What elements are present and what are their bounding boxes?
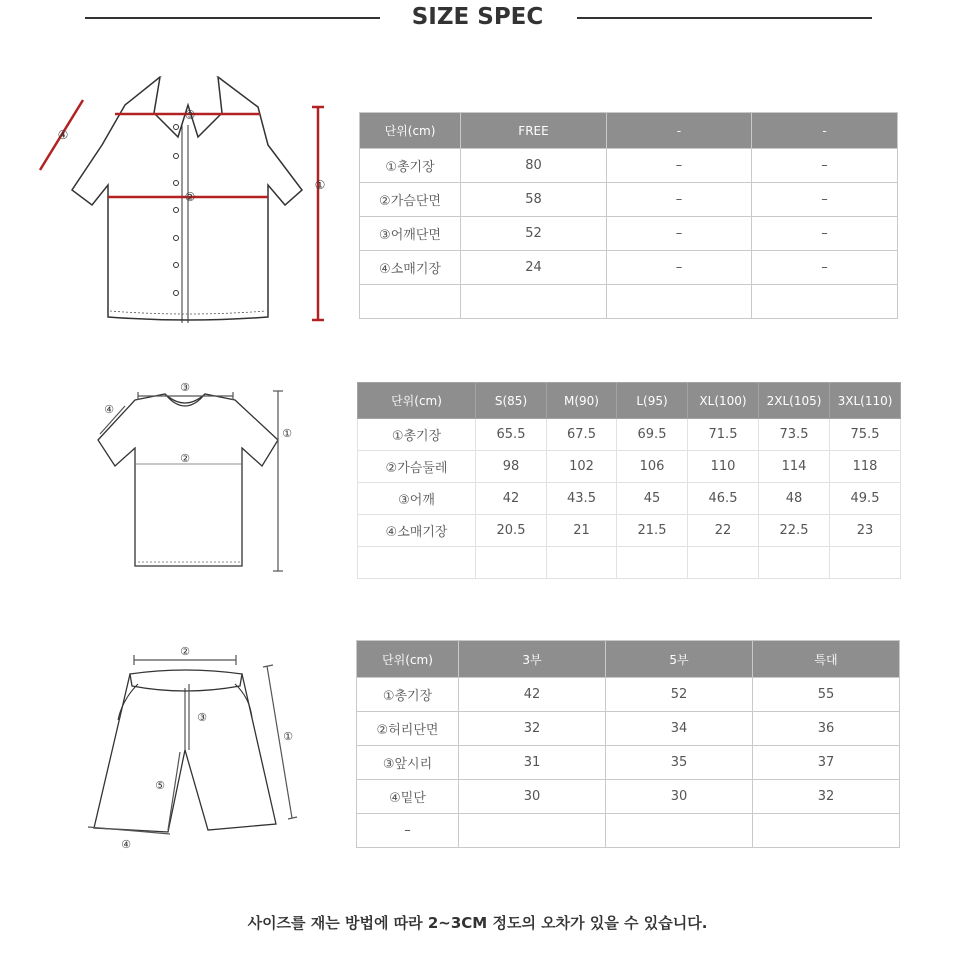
table-cell: 31 [459, 746, 606, 780]
table-row [360, 183, 898, 217]
table-cell: – [357, 814, 459, 848]
table-cell [617, 547, 688, 579]
table-cell: 69.5 [617, 419, 688, 451]
table-cell [607, 285, 752, 319]
tshirt-size-table [357, 382, 901, 579]
table-cell: 65.5 [476, 419, 547, 451]
table-cell [752, 285, 898, 319]
table-cell: 52 [606, 678, 753, 712]
shirt-label-2: ② [184, 190, 196, 204]
table-cell: – [752, 217, 898, 251]
table-row [357, 678, 900, 712]
table-row [360, 251, 898, 285]
table-row [360, 285, 898, 319]
table-cell: 110 [688, 451, 759, 483]
table-cell: ③앞시리 [357, 746, 459, 780]
table-cell: 114 [759, 451, 830, 483]
table1-header-col2: - [607, 113, 752, 149]
table-cell: 118 [830, 451, 901, 483]
table-cell: ③어깨 [358, 483, 476, 515]
table-row [358, 483, 901, 515]
table-cell: 20.5 [476, 515, 547, 547]
table-cell: 58 [461, 183, 607, 217]
shorts-label-5: ⑤ [155, 779, 165, 792]
table-row [357, 814, 900, 848]
table-cell: – [752, 149, 898, 183]
table-cell: – [607, 251, 752, 285]
table-cell: 42 [476, 483, 547, 515]
table-cell: 49.5 [830, 483, 901, 515]
shorts-diagram [80, 640, 305, 855]
table-row [358, 451, 901, 483]
table-cell: 46.5 [688, 483, 759, 515]
table-cell [547, 547, 617, 579]
table-cell: 34 [606, 712, 753, 746]
tshirt-label-1: ① [282, 427, 292, 440]
table-cell: 21.5 [617, 515, 688, 547]
table-cell: 52 [461, 217, 607, 251]
table-cell: ③어깨단면 [360, 217, 461, 251]
table-cell: ②허리단면 [357, 712, 459, 746]
table-row [358, 547, 901, 579]
table-cell: 75.5 [830, 419, 901, 451]
table-row [360, 149, 898, 183]
table-row [358, 419, 901, 451]
table3-header-large: 특대 [753, 641, 900, 678]
table-cell [461, 285, 607, 319]
table-cell [606, 814, 753, 848]
table-cell: 42 [459, 678, 606, 712]
table-cell: 32 [753, 780, 900, 814]
table-cell: 22 [688, 515, 759, 547]
table-cell: ④소매기장 [358, 515, 476, 547]
measurement-notice: 사이즈를 재는 방법에 따라 2~3CM 정도의 오차가 있을 수 있습니다. [247, 914, 708, 932]
table-cell [459, 814, 606, 848]
table-cell: – [607, 149, 752, 183]
table-cell [753, 814, 900, 848]
table-cell: 45 [617, 483, 688, 515]
table-cell: 21 [547, 515, 617, 547]
table-cell: – [607, 183, 752, 217]
table-cell: 35 [606, 746, 753, 780]
table-cell: 102 [547, 451, 617, 483]
title-line-right [577, 17, 872, 19]
table3-header-5bu: 5부 [606, 641, 753, 678]
shirt-diagram [30, 65, 340, 330]
table-cell: ①총기장 [358, 419, 476, 451]
table-cell: 30 [459, 780, 606, 814]
table-cell: 30 [606, 780, 753, 814]
table3-header-3bu: 3부 [459, 641, 606, 678]
shirt-label-1: ① [314, 178, 326, 192]
table2-header-2xl: 2XL(105) [759, 383, 830, 419]
table-cell: 71.5 [688, 419, 759, 451]
table-cell: 80 [461, 149, 607, 183]
table-cell: 22.5 [759, 515, 830, 547]
table-cell [688, 547, 759, 579]
table-cell [360, 285, 461, 319]
table-cell: – [752, 183, 898, 217]
table-cell: ④밑단 [357, 780, 459, 814]
tshirt-label-4: ④ [104, 403, 114, 416]
table3-header-unit: 단위(cm) [357, 641, 459, 678]
table-cell: ②가슴단면 [360, 183, 461, 217]
table-cell [476, 547, 547, 579]
table-cell: ②가슴둘레 [358, 451, 476, 483]
shirt-label-3: ③ [184, 108, 196, 122]
shirt-label-4: ④ [57, 128, 69, 142]
table-cell: 73.5 [759, 419, 830, 451]
table-cell: 32 [459, 712, 606, 746]
table1-header-col3: - [752, 113, 898, 149]
table-cell [759, 547, 830, 579]
table-cell [830, 547, 901, 579]
table-cell: ①총기장 [357, 678, 459, 712]
table-cell: 37 [753, 746, 900, 780]
title-line-left [85, 17, 380, 19]
table2-header-unit: 단위(cm) [358, 383, 476, 419]
tshirt-diagram [90, 378, 300, 578]
shorts-label-3: ③ [197, 711, 207, 724]
table-cell: 23 [830, 515, 901, 547]
table-cell: – [607, 217, 752, 251]
table-row [357, 780, 900, 814]
table-row [357, 712, 900, 746]
tshirt-label-3: ③ [180, 381, 190, 394]
shorts-label-4: ④ [121, 838, 131, 851]
table2-header-xl: XL(100) [688, 383, 759, 419]
table-row [357, 746, 900, 780]
table-cell: – [752, 251, 898, 285]
shorts-size-table [356, 640, 900, 848]
table-cell: 67.5 [547, 419, 617, 451]
table1-header-col1: FREE [461, 113, 607, 149]
table-cell: 48 [759, 483, 830, 515]
table-cell: 43.5 [547, 483, 617, 515]
tshirt-label-2: ② [180, 452, 190, 465]
table-cell [358, 547, 476, 579]
table2-header-3xl: 3XL(110) [830, 383, 901, 419]
table-cell: ①총기장 [360, 149, 461, 183]
table-cell: 55 [753, 678, 900, 712]
shorts-label-1: ① [283, 730, 293, 743]
table2-header-l: L(95) [617, 383, 688, 419]
page-title: SIZE SPEC [411, 4, 544, 30]
table-cell: 24 [461, 251, 607, 285]
table-cell: 36 [753, 712, 900, 746]
shorts-label-2: ② [180, 645, 190, 658]
table-cell: ④소매기장 [360, 251, 461, 285]
table-cell: 106 [617, 451, 688, 483]
table-row [360, 217, 898, 251]
table2-header-m: M(90) [547, 383, 617, 419]
shirt-size-table [359, 112, 898, 319]
table-cell: 98 [476, 451, 547, 483]
table2-header-s: S(85) [476, 383, 547, 419]
table1-header-unit: 단위(cm) [360, 113, 461, 149]
table-row [358, 515, 901, 547]
